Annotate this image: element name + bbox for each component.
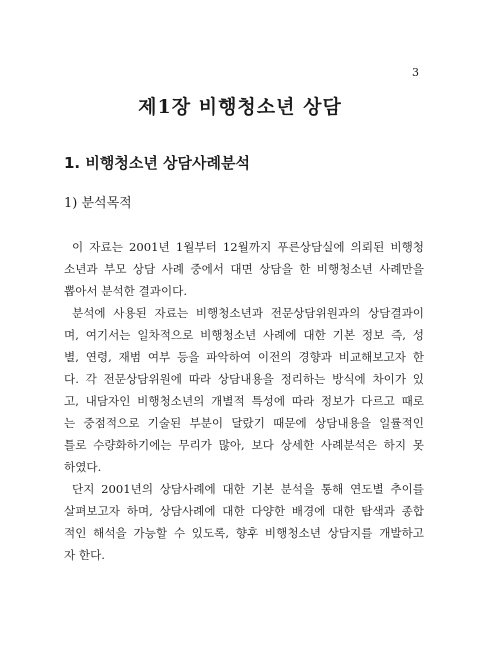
body-line: 다. 각 전문상담위원에 따라 상담내용을 정리하는 방식에 차이가 있 <box>64 372 424 386</box>
body-line: 고, 내담자인 비행청소년의 개별적 특성에 따라 정보가 다르고 때로 <box>64 394 424 408</box>
chapter-title: 제1장 비행청소년 상담 <box>138 96 342 118</box>
body-line: 분석에 사용된 자료는 비행청소년과 전문상담위원과의 상담결과이 <box>72 306 424 320</box>
body-line: 틀로 수량화하기에는 무리가 많아, 보다 상세한 사례분석은 하지 못 <box>64 438 424 452</box>
body-line: 별, 연령, 재범 여부 등을 파악하여 이전의 경향과 비교해보고자 한 <box>64 350 424 364</box>
body-text <box>64 236 424 566</box>
body-line: 소년과 부모 상담 사례 중에서 대면 상담을 한 비행청소년 사례만을 <box>64 262 424 276</box>
body-line: 적인 해석을 가능할 수 있도록, 향후 비행청소년 상담지를 개발하고 <box>64 526 424 540</box>
body-line: 뽑아서 분석한 결과이다. <box>64 284 188 298</box>
body-line: 이 자료는 2001년 1월부터 12월까지 푸른상담실에 의뢰된 비행청 <box>72 240 424 254</box>
subsection-heading: 1) 분석목적 <box>64 196 132 211</box>
page-number: 3 <box>412 66 419 79</box>
body-line: 며, 여기서는 일차적으로 비행청소년 사례에 대한 기본 정보 즉, 성 <box>64 328 424 342</box>
body-line: 단지 2001년의 상담사례에 대한 기본 분석을 통해 연도별 추이를 <box>72 482 424 496</box>
body-line: 자 한다. <box>64 548 105 562</box>
section-heading: 1. 비행청소년 상담사례분석 <box>64 154 250 172</box>
body-line: 는 중점적으로 기술된 부분이 달랐기 때문에 상담내용을 일률적인 <box>64 416 424 430</box>
body-line: 하였다. <box>64 460 102 474</box>
body-line: 살펴보고자 하며, 상담사례에 대한 다양한 배경에 대한 탐색과 종합 <box>64 504 424 518</box>
